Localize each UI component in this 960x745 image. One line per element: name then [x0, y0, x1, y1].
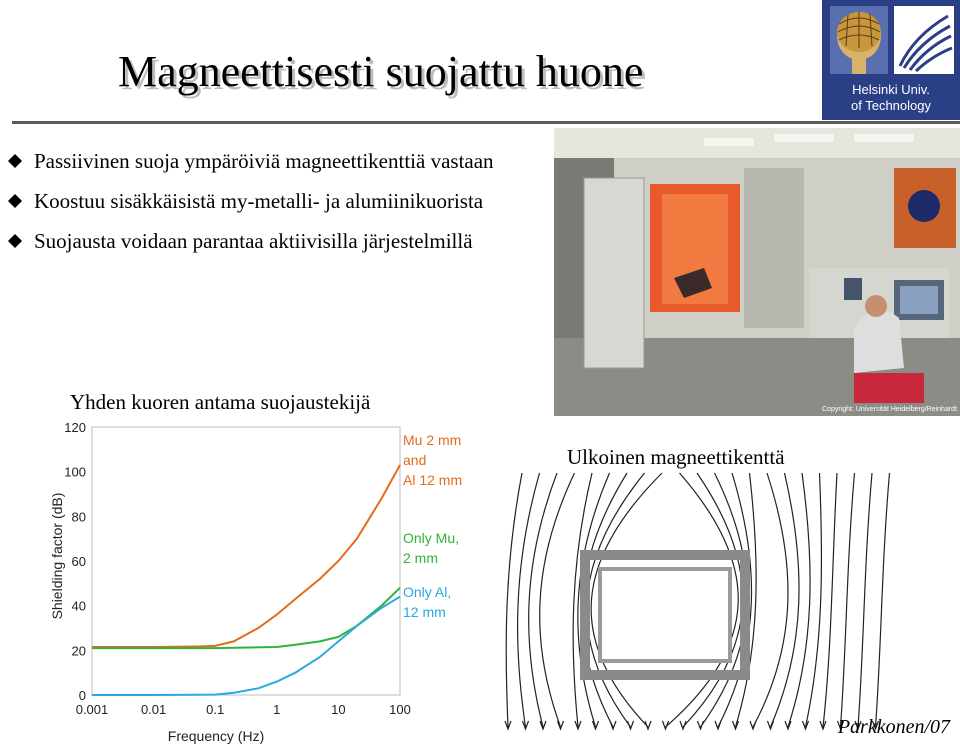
brain-head-icon: [830, 6, 888, 74]
shielded-room-photo: [554, 128, 960, 416]
chart-caption: Yhden kuoren antama suojaustekijä: [70, 390, 371, 414]
shield-inner: [600, 569, 730, 661]
footer-author: Parkkonen/07: [837, 716, 950, 738]
y-tick-label: 20: [71, 643, 86, 659]
bullet-text: Passiivinen suoja ympäröiviä magneettikenttiä vastaan: [34, 149, 494, 173]
y-axis-label: Shielding factor (dB): [49, 492, 65, 620]
x-tick-label: 1: [273, 702, 281, 717]
x-tick-label: 100: [389, 702, 411, 717]
field-arrow-icon: [663, 721, 669, 729]
field-line: [753, 473, 788, 727]
y-tick-label: 60: [71, 554, 86, 569]
field-arrow-icon: [610, 721, 616, 729]
bullet-text: Koostuu sisäkkäisistä my-metalli- ja alumiinikuorista: [34, 189, 484, 213]
wing-emblem-icon: [894, 6, 954, 74]
field-arrow-icon: [715, 721, 721, 729]
field-arrow-icon: [768, 721, 774, 729]
series-label: and: [403, 452, 427, 468]
series-line: [92, 597, 400, 695]
bullet-item: [6, 146, 526, 176]
field-arrow-icon: [645, 721, 651, 729]
field-line: [841, 473, 855, 727]
field-arrow-icon: [698, 721, 704, 729]
university-logo: [822, 0, 960, 120]
plot-frame: [92, 427, 400, 695]
title-divider: [12, 121, 960, 124]
y-tick-label: 0: [78, 688, 86, 703]
field-arrow-icon: [558, 721, 564, 729]
y-tick-label: 40: [71, 598, 86, 614]
series-label: Only Mu,: [403, 530, 460, 546]
slide-title: Magneettisesti suojattu huone: [118, 47, 644, 96]
field-lines-diagram: [500, 465, 960, 743]
x-tick-label: 0.001: [75, 702, 109, 717]
field-line: [771, 473, 800, 727]
series-label: 12 mm: [403, 604, 446, 620]
x-tick-label: 0.01: [140, 702, 167, 717]
series-line: [92, 465, 400, 647]
diamond-bullet-icon: [8, 194, 22, 208]
field-line: [823, 473, 837, 727]
field-arrow-icon: [628, 721, 634, 729]
field-line: [518, 473, 540, 727]
bullet-item: [6, 226, 526, 256]
field-line: [806, 473, 822, 727]
x-axis-label: Frequency (Hz): [167, 728, 265, 744]
bullet-item: [6, 186, 526, 216]
bullet-list: [6, 146, 526, 266]
diamond-bullet-icon: [8, 154, 22, 168]
x-tick-label: 0.1: [206, 702, 225, 717]
photo-copyright: Copyright: Universität Heidelberg/Reinhardt: [822, 406, 958, 413]
field-arrow-icon: [750, 721, 756, 729]
series-label: Al 12 mm: [403, 472, 463, 488]
series-label: Only Al,: [403, 584, 452, 600]
y-tick-label: 80: [71, 509, 86, 525]
field-line: [858, 473, 872, 727]
logo-line-1: Helsinki Univ.: [852, 82, 930, 97]
field-line: [876, 473, 890, 727]
x-tick-label: 10: [331, 702, 346, 717]
series-label: Mu 2 mm: [403, 432, 462, 448]
bullet-text: Suojausta voidaan parantaa aktiivisilla järjestelmillä: [34, 229, 473, 253]
field-line: [529, 473, 557, 727]
field-arrow-icon: [785, 721, 791, 729]
logo-line-2: of Technology: [851, 98, 931, 113]
shielding-factor-chart: [40, 415, 500, 745]
series-line: [92, 588, 400, 648]
field-line: [506, 473, 522, 727]
diamond-bullet-icon: [8, 234, 22, 248]
y-tick-label: 120: [64, 420, 86, 435]
series-label: 2 mm: [403, 550, 438, 566]
field-arrow-icon: [680, 721, 686, 729]
field-caption: Ulkoinen magneettikenttä: [567, 445, 785, 469]
y-tick-label: 100: [64, 464, 86, 480]
